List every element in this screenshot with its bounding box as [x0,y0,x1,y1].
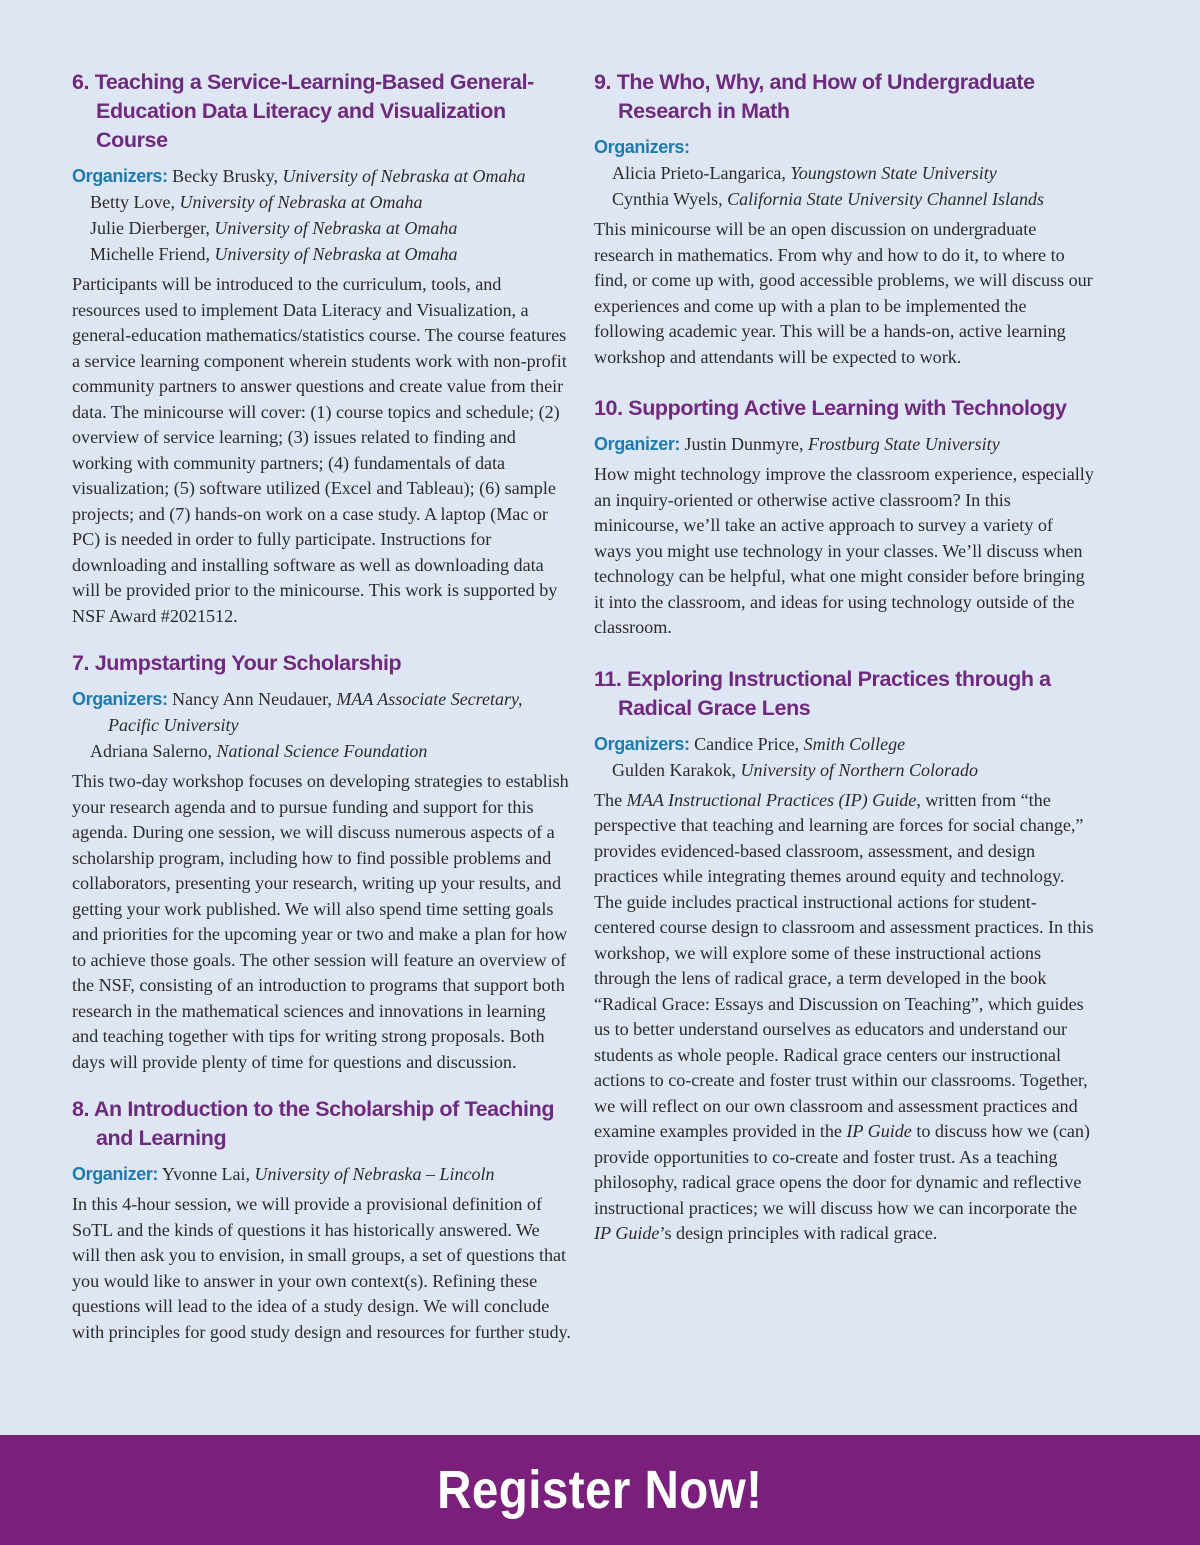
section-title: 10. Supporting Active Learning with Technology [594,396,1067,420]
section-description: In this 4-hour session, we will provide a provisional definition of SoTL and the kinds of questions it has historically answered. We will then ask you to envision, in small groups, a set of questions that you would like to answer in your own context(s). Refining these questions will lead to the idea of a study design. We will conclude with principles for good study design and resources for further study. [72,1194,571,1342]
organizer-name: Yvonne Lai, [161,1164,255,1184]
organizers [72,686,572,764]
minicourse-8 [72,1095,572,1345]
section-description: How might technology improve the classroom experience, especially an inquiry-oriented or otherwise active classroom? In this minicourse, we’ll take an active approach to survey a variety of ways you might use technology in your classes. We’ll discuss when technology can be helpful, what one might consider before bringing it into the classroom, and ideas for using technology outside of the classroom. [594,464,1094,637]
organizer-name: Nancy Ann Neudauer, [172,689,337,709]
organizer-name: Betty Love, [90,192,180,212]
guide-title: IP Guide [594,1223,660,1243]
organizers [594,731,1094,783]
organizer-name: Adriana Salerno, [90,741,217,761]
organizer-affiliation: University of Nebraska at Omaha [282,166,526,186]
guide-title: IP Guide [846,1121,912,1141]
register-now-label[interactable]: Register Now! [437,1460,763,1520]
section-description: This minicourse will be an open discussion on undergraduate research in mathematics. From why and how to do it, to where to find, or come up with, good accessible problems, we will discuss our experiences and come up with a plan to be implemented the following academic year. This will be a hands-on, active learning workshop and attendants will be expected to work. [594,219,1093,367]
organizer-affiliation: University of Nebraska at Omaha [214,244,458,264]
body-text: The [594,789,627,810]
section-title: 9. The Who, Why, and How of Undergraduate Research in Math [594,70,1035,123]
minicourse-11 [594,665,1094,1247]
organizer-affiliation: Youngstown State University [790,163,997,183]
organizers [594,134,1094,212]
organizer-name: Becky Brusky, [172,166,283,186]
body-text: ’s design principles with radical grace. [659,1223,938,1243]
organizers-label: Organizers: [594,137,690,157]
minicourse-7 [72,649,572,1075]
minicourse-9 [594,68,1094,370]
section-title: 7. Jumpstarting Your Scholarship [72,651,402,675]
section-title: 11. Exploring Instructional Practices through a Radical Grace Lens [594,666,1051,720]
organizer-label: Organizer: [594,434,681,454]
section-description [594,788,1094,1247]
organizer-label: Organizer: [72,1164,159,1184]
section-title: 8. An Introduction to the Scholarship of Teaching and Learning [72,1097,555,1150]
organizers [72,1161,572,1187]
organizer-affiliation: University of Nebraska at Omaha [179,192,423,212]
organizers-label: Organizers: [72,689,168,709]
organizer-name: Justin Dunmyre, [684,434,809,454]
organizers [594,431,1094,457]
guide-title: MAA Instructional Practices (IP) Guide [626,789,917,810]
organizer-affiliation: California State University Channel Islands [727,189,1045,209]
section-description: This two-day workshop focuses on developing strategies to establish your research agenda and to pursue funding and support for this agenda. During one session, we will discuss numerous aspects of a scholarship program, including how to find possible problems and collaborators, presenting your research, writing up your results, and getting your work published. We will also spend time setting goals and priorities for the upcoming year or two and make a plan for how to achieve those goals. The other session will feature an overview of the NSF, consisting of an introduction to programs that support both research in the mathematical sciences and innovations in learning and teaching together with tips for writing strong proposals. Both days will provide plenty of time for questions and discussion. [72,771,569,1072]
organizer-affiliation: Pacific University [108,715,239,735]
organizer-affiliation: MAA Associate Secretary, [336,689,523,709]
body-text: to discuss how we (can) provide opportunities to co-create and foster trust. As a teaching philosophy, radical grace opens the door for dynamic and reflective instructional practices; we will discuss how we can incorporate the [594,1121,1090,1218]
organizer-name: Alicia Prieto-Langarica, [612,163,791,183]
organizer-affiliation: University of Nebraska at Omaha [214,218,458,238]
register-banner[interactable] [0,1435,1200,1545]
body-text: , written from “the perspective that teaching and learning are forces for social change,” provides evidenced-based classroom, assessment, and design practices while integrating themes around equity and technology. The guide includes practical instructional actions for student-centered course design to classroom and assessment practices. In this workshop, we will explore some of these instructional actions through the lens of radical grace, a term developed in the book “Radical Grace: Essays and Discussion on Teaching”, which guides us to better understand ourselves as educators and understand our students as whole people. Radical grace centers our instructional actions to co-create and foster trust within our classrooms. Together, we will reflect on our own classroom and assessment practices and examine examples provided in the [594,789,1094,1141]
organizers-label: Organizers: [594,733,690,754]
organizer-name: Candice Price, [694,733,804,754]
organizers-label: Organizers: [72,166,168,186]
minicourse-6 [72,68,572,629]
organizer-affiliation: University of Nebraska – Lincoln [254,1164,495,1184]
organizers [72,163,572,267]
minicourse-10 [594,394,1094,641]
right-column [594,68,1094,1271]
section-description: Participants will be introduced to the curriculum, tools, and resources used to implement Data Literacy and Visualization, a general-education mathematics/statistics course. The course features a service learning component wherein students work with non-profit community partners to answer questions and create value from their data. The minicourse will cover: (1) course topics and schedule; (2) overview of service learning; (3) issues related to finding and working with community partners; (4) fundamentals of data visualization; (5) software utilized (Excel and Tableau); (6) sample projects; and (7) hands-on work on a case study. A laptop (Mac or PC) is needed in order to fully participate. Instructions for downloading and installing software as well as downloading data will be provided prior to the minicourse. This work is supported by NSF Award #2021512. [72,274,567,626]
organizer-name: Michelle Friend, [90,244,215,264]
organizer-affiliation: Frostburg State University [808,434,1000,454]
organizer-name: Cynthia Wyels, [612,189,728,209]
organizer-affiliation: University of Northern Colorado [740,759,978,780]
organizer-name: Julie Dierberger, [90,218,215,238]
left-column [72,68,572,1365]
organizer-affiliation: Smith College [803,733,906,754]
section-title: 6. Teaching a Service-Learning-Based General-Education Data Literacy and Visualization Course [72,70,534,152]
organizer-name: Gulden Karakok, [612,759,741,780]
organizer-affiliation: National Science Foundation [216,741,428,761]
